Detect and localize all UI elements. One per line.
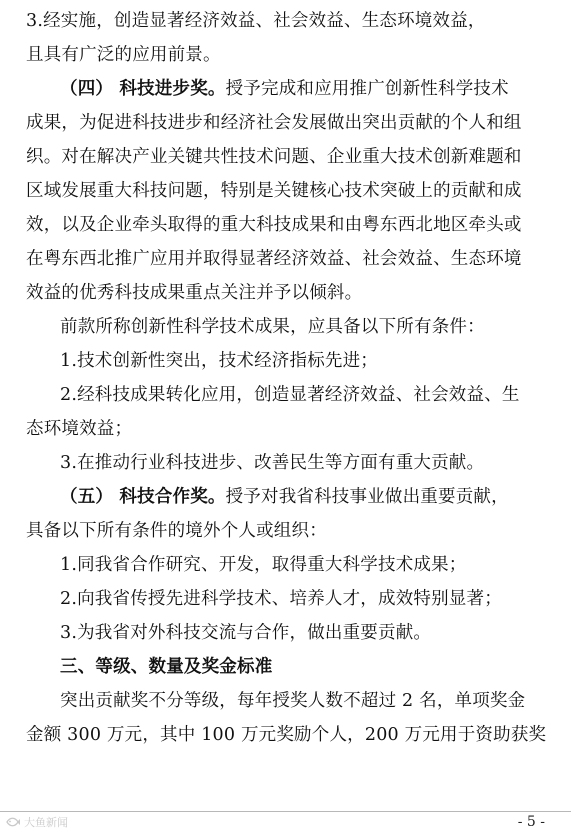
section-heading-text: 三、等级、数量及奖金标准	[60, 657, 273, 677]
text-line: 态环境效益；	[26, 419, 133, 439]
text-line: 1.同我省合作研究、开发，取得重大科学技术成果；	[60, 555, 467, 575]
paragraph-line	[26, 276, 552, 310]
text-line: 3.在推动行业科技进步、改善民生等方面有重大贡献。	[60, 453, 485, 473]
paragraph-line	[60, 548, 552, 582]
text-line: 3.为我省对外科技交流与合作，做出重要贡献。	[60, 623, 432, 643]
paragraph-line	[60, 582, 552, 616]
page-number: - 5 -	[517, 814, 545, 830]
text-line: 效益的优秀科技成果重点关注并予以倾斜。	[26, 283, 363, 303]
fish-logo-icon	[6, 816, 21, 828]
text-line: 突出贡献奖不分等级，每年授奖人数不超过 2 名，单项奖金	[60, 691, 526, 711]
paragraph-line	[60, 310, 552, 344]
paragraph-line	[26, 140, 552, 174]
paragraph-line-award-four	[60, 72, 552, 106]
paragraph-line	[26, 106, 552, 140]
paragraph-line	[26, 174, 552, 208]
paragraph-line	[60, 684, 552, 718]
paragraph-line	[60, 344, 552, 378]
paragraph-line	[26, 38, 552, 72]
text-line: 3.经实施，创造显著经济效益、社会效益、生态环境效益，	[26, 11, 486, 31]
text-line: 金额 300 万元，其中 100 万元奖励个人，200 万元用于资助获奖	[26, 725, 547, 745]
paragraph-line	[60, 378, 552, 412]
watermark	[6, 813, 68, 831]
paragraph-line	[26, 4, 552, 38]
text-line: 授予对我省科技事业做出重要贡献，	[225, 487, 509, 507]
paragraph-line-award-five	[60, 480, 552, 514]
text-line: 效，以及企业牵头取得的重大科技成果和由粤东西北地区牵头或	[26, 215, 522, 235]
text-line: 2.经科技成果转化应用，创造显著经济效益、社会效益、生	[60, 385, 520, 405]
paragraph-line	[26, 242, 552, 276]
paragraph-line	[26, 718, 552, 752]
text-line: 成果，为促进科技进步和经济社会发展做出突出贡献的个人和组	[26, 113, 522, 133]
watermark-text: 大鱼新闻	[24, 816, 68, 829]
paragraph-line	[26, 514, 552, 548]
paragraph-line	[26, 208, 552, 242]
text-line: 授予完成和应用推广创新性科学技术	[225, 79, 509, 99]
paragraph-line	[26, 412, 552, 446]
text-line: 具备以下所有条件的境外个人或组织：	[26, 521, 327, 541]
text-line: 2.向我省传授先进科学技术、培养人才，成效特别显著；	[60, 589, 502, 609]
text-line: 且具有广泛的应用前景。	[26, 45, 221, 65]
paragraph-line	[60, 446, 552, 480]
text-line: 前款所称创新性科学技术成果，应具备以下所有条件：	[60, 317, 485, 337]
text-line: 区域发展重大科技问题，特别是关键核心技术突破上的贡献和成	[26, 181, 522, 201]
footer-divider	[0, 811, 571, 812]
text-line: 1.技术创新性突出，技术经济指标先进；	[60, 351, 378, 371]
text-line: 在粤东西北推广应用并取得显著经济效益、社会效益、生态环境	[26, 249, 522, 269]
paragraph-line	[60, 616, 552, 650]
text-line: 织。对在解决产业关键共性技术问题、企业重大技术创新难题和	[26, 147, 522, 167]
award-five-label: （五） 科技合作奖。	[60, 487, 226, 507]
section-heading	[60, 650, 552, 684]
award-four-label: （四） 科技进步奖。	[60, 79, 226, 99]
